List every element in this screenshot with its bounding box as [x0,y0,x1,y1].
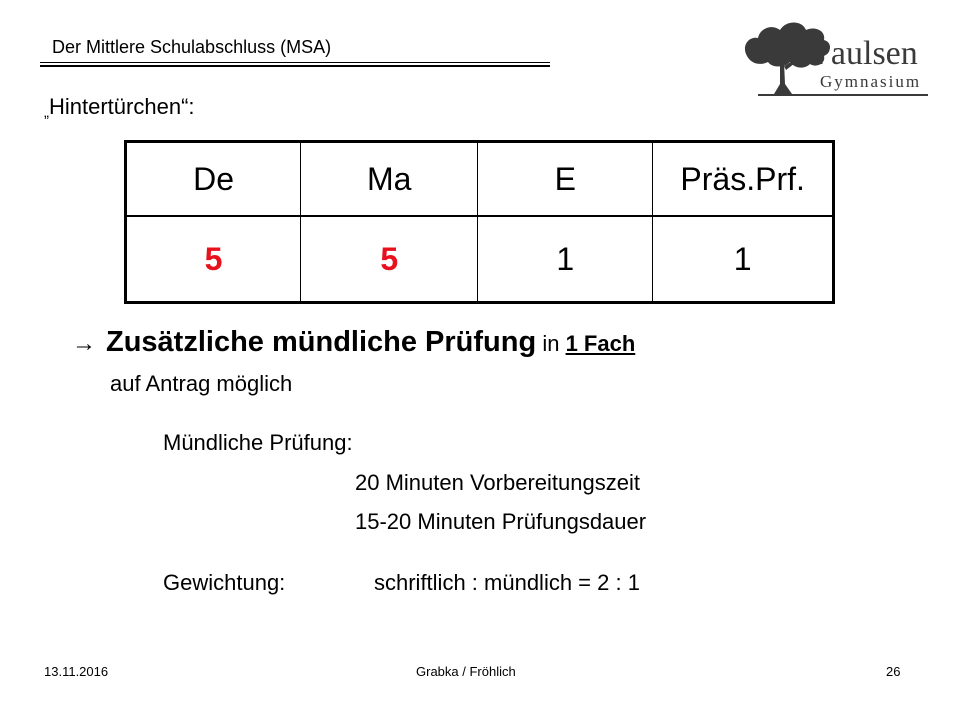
school-logo [740,14,930,100]
footer-date: 13.11.2016 [44,664,109,679]
grades-table [124,140,835,304]
header-cell-ma: Ma [301,142,478,217]
oral-exam-prep-time: 20 Minuten Vorbereitungszeit [355,470,640,495]
opening-quote: „ [44,104,49,121]
header-cell-de: De [126,142,301,217]
grade-cell-de: 5 [126,216,301,303]
header-cell-praes-prf: Präs.Prf. [653,142,834,217]
header-cell-e: E [478,142,653,217]
oral-exam-duration: 15-20 Minuten Prüfungsdauer [355,509,647,534]
hint-text: Hintertürchen“: [49,94,195,119]
main-statement-bold: Zusätzliche mündliche Prüfung [106,326,537,358]
table-header-row [126,142,834,217]
oral-exam-label: Mündliche Prüfung: [163,430,353,455]
grade-cell-e: 1 [478,216,653,303]
slide-header-title: Der Mittlere Schulabschluss (MSA) [52,37,332,57]
main-statement-fach: 1 Fach [565,331,636,356]
grade-cell-praes-prf: 1 [653,216,834,303]
logo-text-gymnasium: Gymnasium [820,72,922,91]
main-statement-in: in [536,331,566,356]
footer-page-number: 26 [886,664,901,679]
header-divider-thick [40,65,550,67]
header-divider-thin [40,62,550,63]
table-row [126,216,834,303]
weighting-value: schriftlich : mündlich = 2 : 1 [374,570,640,595]
main-statement-sub: auf Antrag möglich [110,371,293,396]
tree-logo-icon [740,14,930,100]
weighting-label: Gewichtung: [163,570,286,595]
arrow-right-icon: → [72,330,96,357]
footer-authors: Grabka / Fröhlich [416,664,516,679]
grade-cell-ma: 5 [301,216,478,303]
hint-heading [44,94,195,121]
main-statement [72,326,635,359]
logo-text-paulsen: Paulsen [812,35,918,72]
